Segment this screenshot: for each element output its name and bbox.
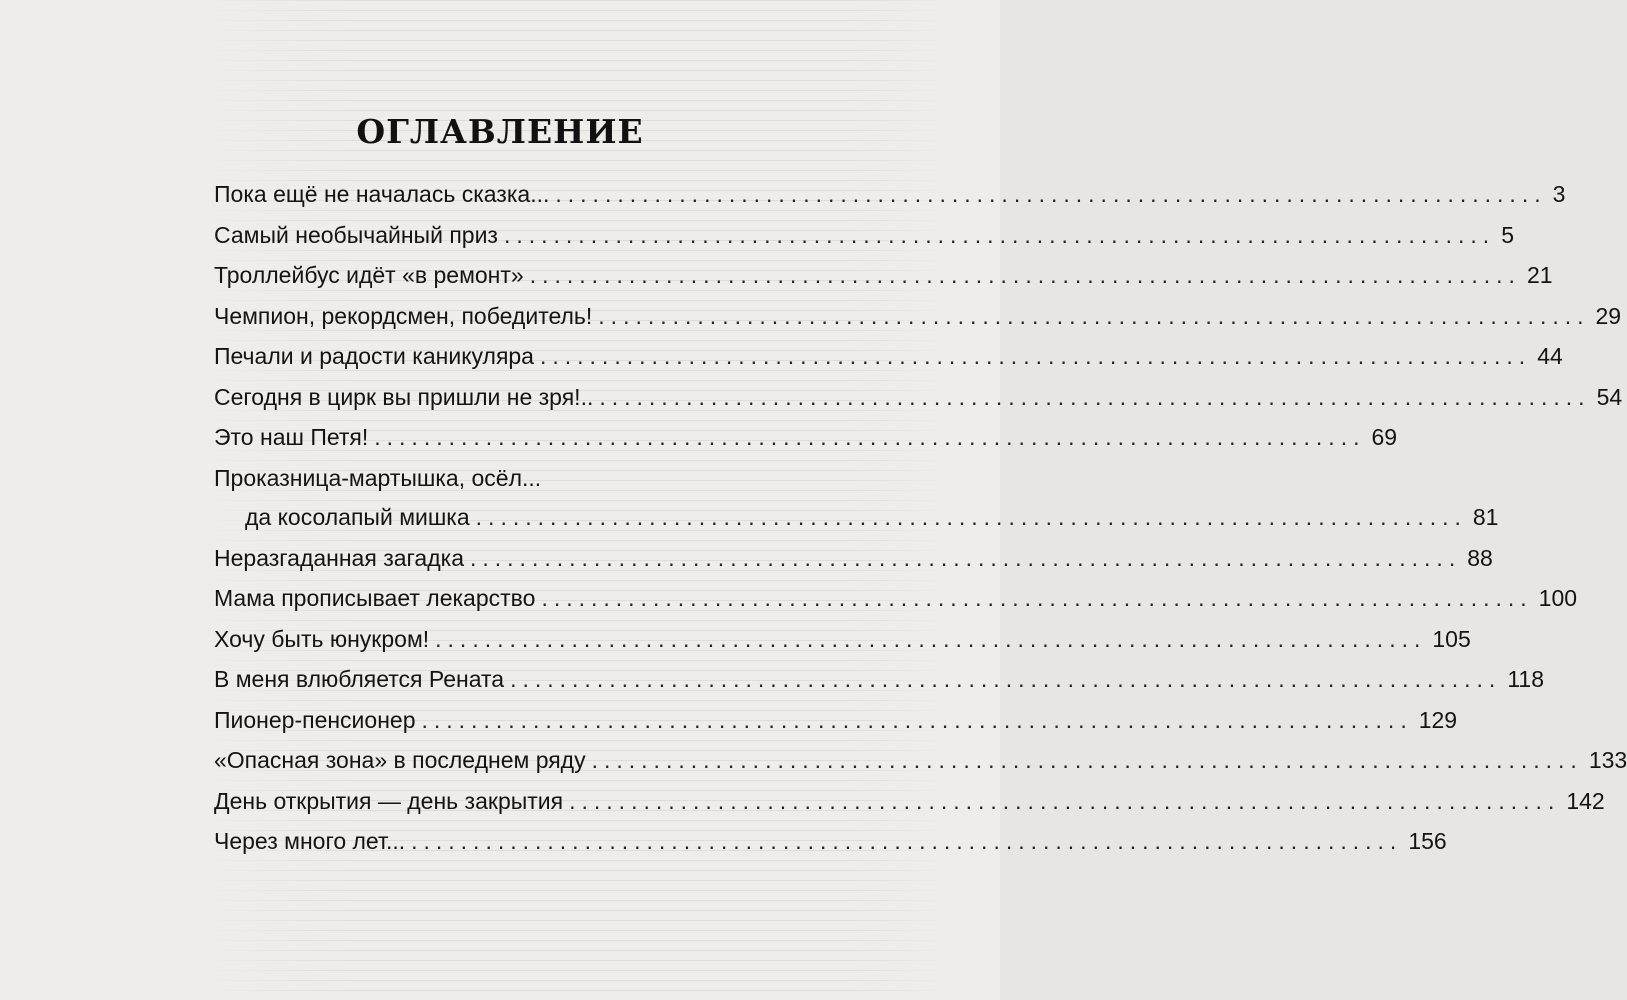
toc-entry <box>214 180 1566 221</box>
dot-leader: ................................................................................ <box>475 503 1467 530</box>
toc-entry-title: Хочу быть юнукром! <box>214 625 430 652</box>
toc-entry <box>214 261 1553 302</box>
toc-entry-page: 100 <box>1538 585 1578 611</box>
toc-entry-page: 105 <box>1432 625 1471 652</box>
toc-entry-page: 44 <box>1537 343 1563 369</box>
toc-entry <box>214 706 1458 747</box>
dot-leader: ................................................................................ <box>510 666 1502 692</box>
dot-leader: ................................................................................ <box>569 787 1561 814</box>
toc-entry-title: Мама прописывает лекарство <box>214 585 536 611</box>
toc-entry <box>214 342 1563 383</box>
toc-entry-title: День открытия — день закрытия <box>214 787 564 814</box>
toc-entry <box>214 544 1493 585</box>
toc-entry <box>214 302 1622 343</box>
dot-leader: ................................................................................ <box>374 424 1366 450</box>
dot-leader: ................................................................................ <box>470 544 1462 571</box>
toc-entry-page: 118 <box>1507 666 1544 692</box>
toc-entry-title: Пока ещё не началась сказка... <box>214 181 550 207</box>
toc-entry-page: 142 <box>1566 787 1605 814</box>
toc-entry-page: 156 <box>1408 828 1447 854</box>
toc-entry <box>214 746 1627 787</box>
toc-entry-page: 3 <box>1552 181 1566 207</box>
toc-entry <box>214 423 1398 464</box>
toc-entry-page: 133 <box>1588 747 1627 773</box>
toc-entry-page: 54 <box>1596 383 1623 410</box>
toc-entry-page: 129 <box>1418 706 1458 733</box>
toc-entry <box>214 665 1544 706</box>
toc-entry-page: 5 <box>1501 221 1514 248</box>
toc-entry-title: В меня влюбляется Рената <box>214 666 505 692</box>
toc-entry <box>214 584 1578 625</box>
toc-entry-page: 69 <box>1371 424 1398 450</box>
toc-entry <box>214 827 1447 868</box>
toc-entry-title: Печали и радости каникуляра <box>214 343 534 369</box>
dot-leader: ................................................................................ <box>541 585 1533 611</box>
toc-entry-title: Через много лет... <box>214 828 406 854</box>
toc-entry <box>214 464 1499 544</box>
dot-leader: ................................................................................ <box>598 302 1590 329</box>
dot-leader: ................................................................................ <box>591 747 1583 773</box>
dot-leader: ................................................................................ <box>599 383 1591 410</box>
toc-entry-title: Пионер-пенсионер <box>214 706 416 733</box>
toc-entry-title-line2: да косолапый мишка <box>245 503 470 530</box>
toc-entry-title: Троллейбус идёт «в ремонт» <box>214 262 524 288</box>
table-of-contents <box>214 180 1627 868</box>
dot-leader: ................................................................................ <box>435 625 1427 652</box>
dot-leader: ................................................................................ <box>555 181 1547 207</box>
toc-entry-title: Сегодня в цирк вы пришли не зря!.. <box>214 383 594 410</box>
toc-entry <box>214 383 1623 424</box>
toc-entry-title: Чемпион, рекордсмен, победитель! <box>214 302 593 329</box>
toc-entry <box>214 625 1471 666</box>
dot-leader: ................................................................................ <box>411 828 1403 854</box>
toc-entry-title-line1: Проказница-мартышка, осёл... <box>214 464 542 491</box>
dot-leader: ................................................................................ <box>529 262 1521 288</box>
toc-entry <box>214 787 1605 828</box>
toc-entry-title: Самый необычайный приз <box>214 221 498 248</box>
toc-entry <box>214 221 1514 262</box>
page-title: ОГЛАВЛЕНИЕ <box>356 112 644 151</box>
toc-entry-page: 29 <box>1595 302 1622 329</box>
dot-leader: ................................................................................ <box>421 706 1413 733</box>
toc-entry-page: 88 <box>1467 544 1493 571</box>
toc-entry-title: «Опасная зона» в последнем ряду <box>214 747 586 773</box>
toc-entry-page: 81 <box>1472 503 1499 530</box>
dot-leader: ................................................................................ <box>539 343 1532 369</box>
dot-leader: ................................................................................ <box>503 221 1496 248</box>
toc-entry-title: Неразгаданная загадка <box>214 544 464 571</box>
toc-entry-continuation <box>214 503 1498 544</box>
toc-entry-page: 21 <box>1526 262 1553 288</box>
toc-entry-title: Это наш Петя! <box>214 424 369 450</box>
